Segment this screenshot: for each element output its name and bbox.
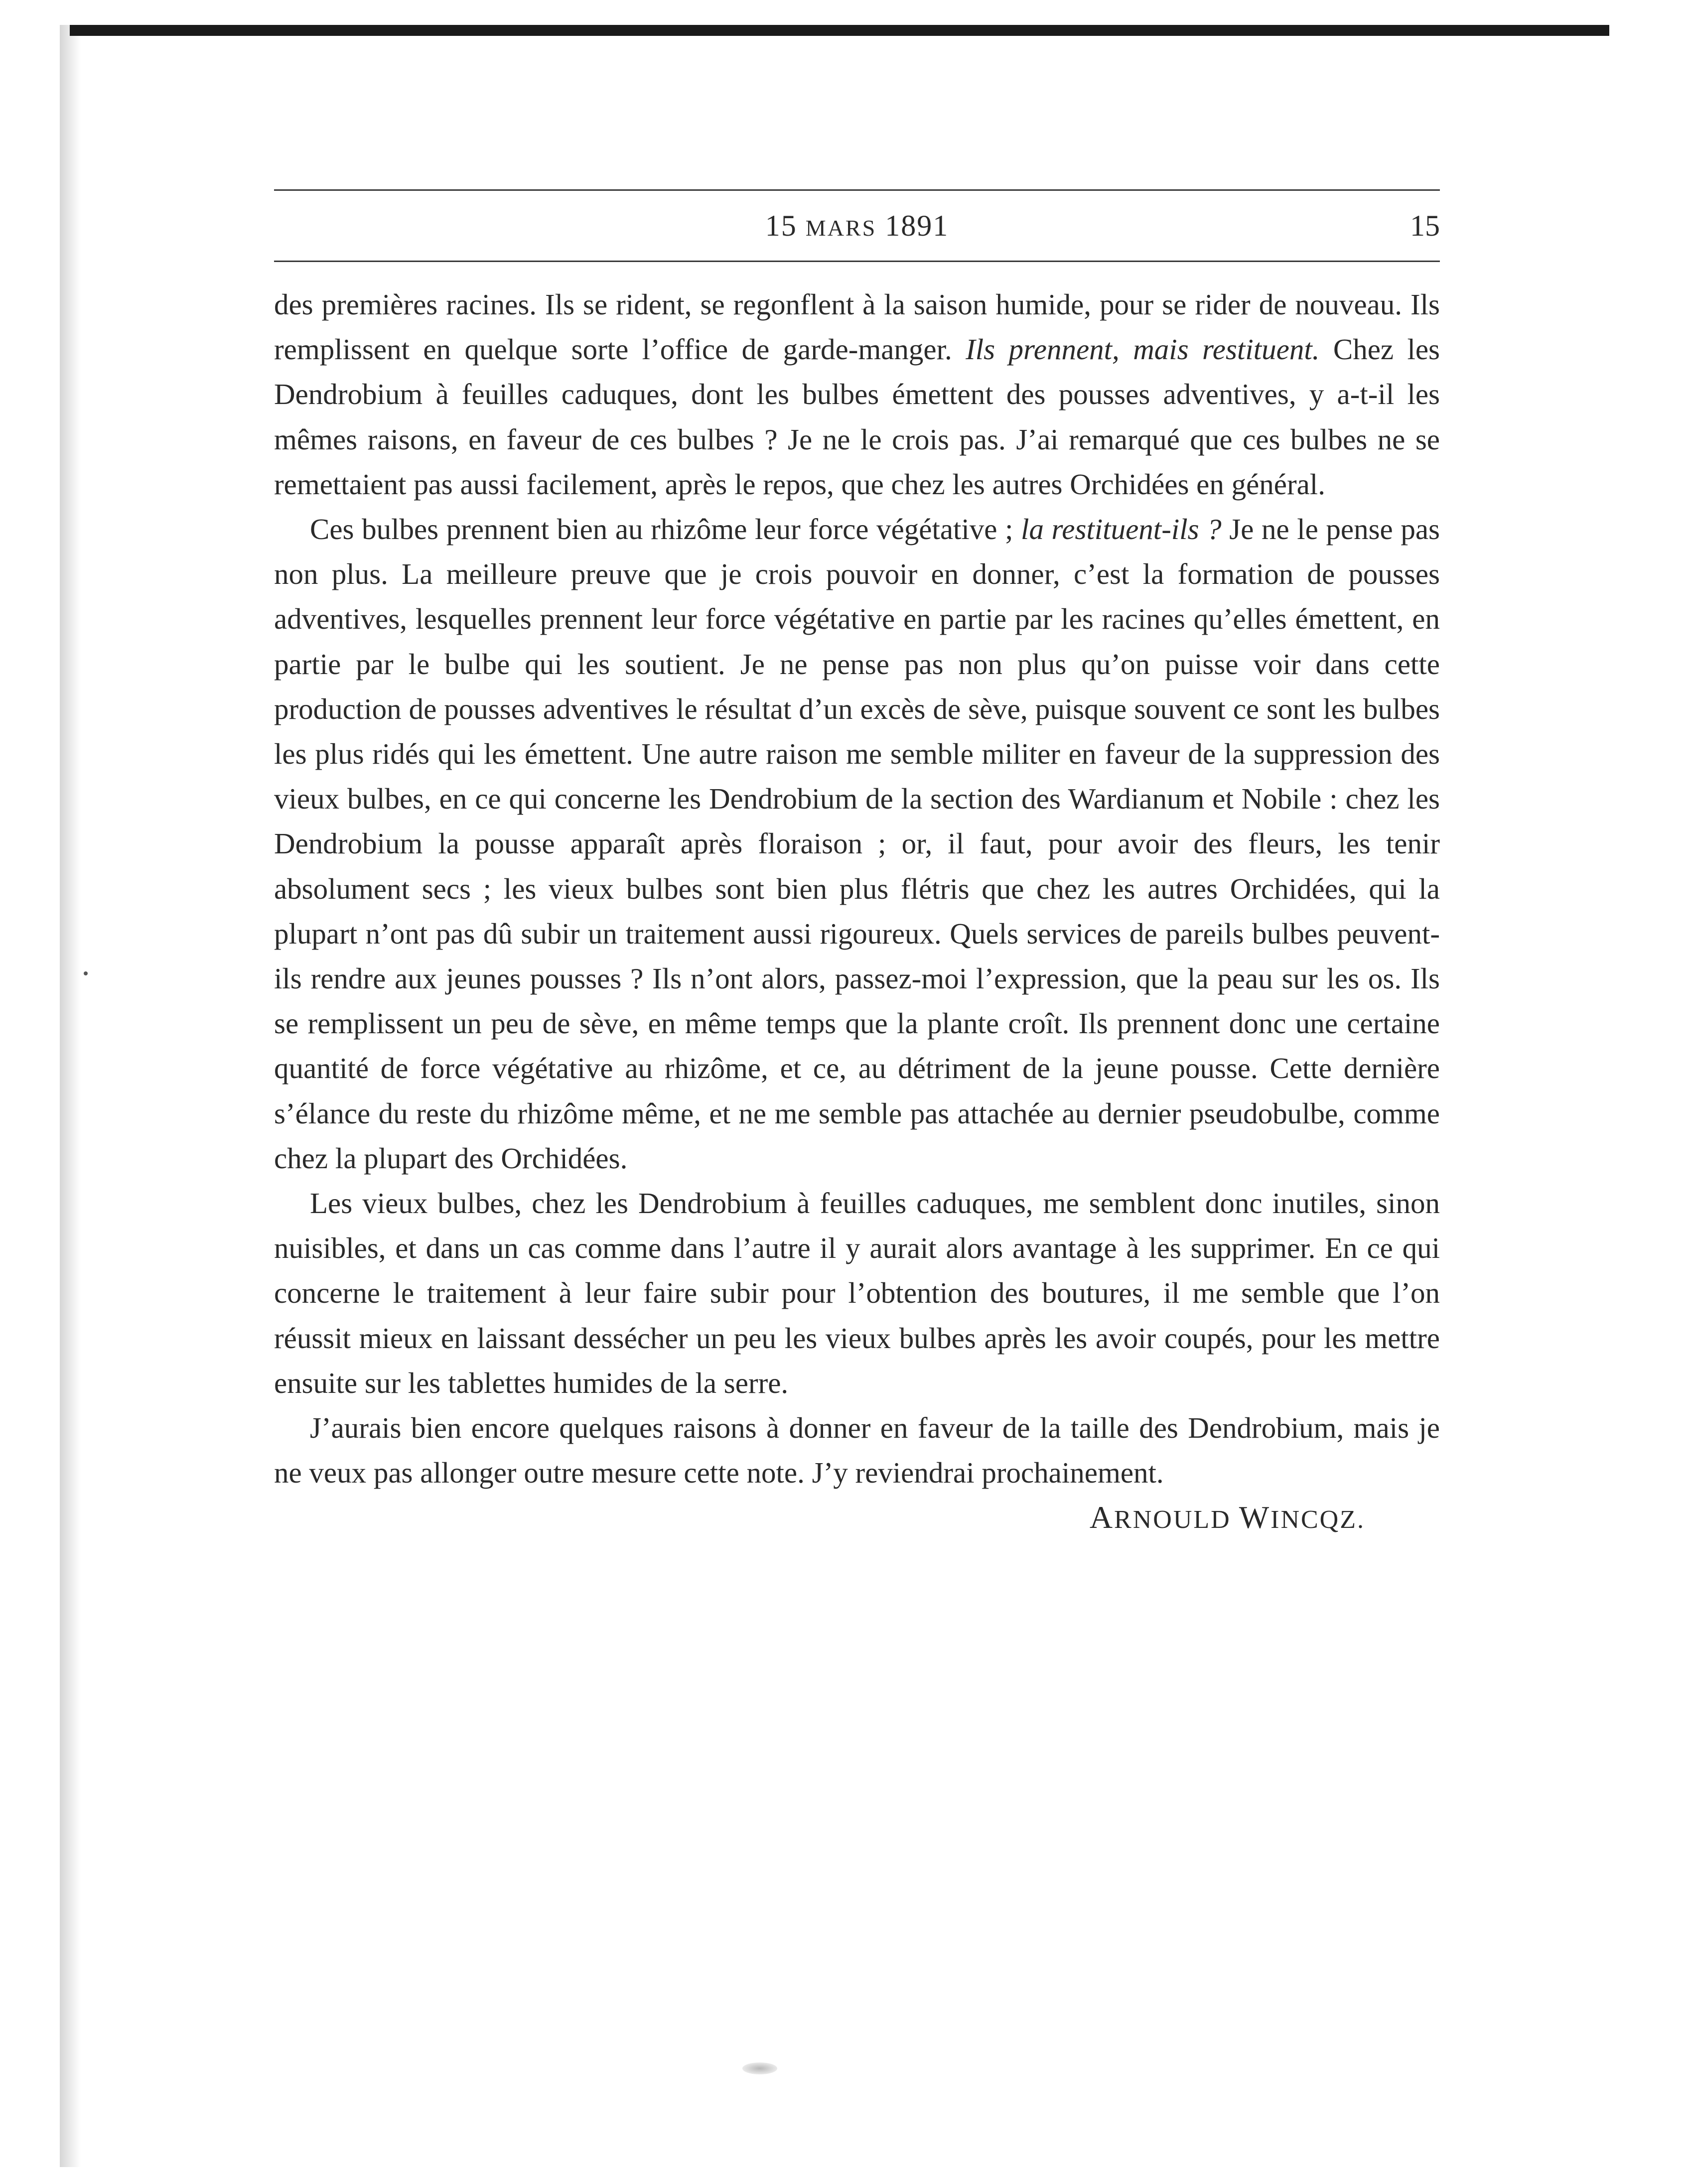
header-date-year: 1891 <box>885 209 949 242</box>
signature-initial-1: A <box>1089 1500 1115 1535</box>
scan-mark <box>84 971 88 975</box>
page-number: 15 <box>1410 209 1440 242</box>
paragraph-text: Les vieux bulbes, chez les Dendrobium à feuilles caduques, me semblent donc inutiles, sinon nuisibles, et dans un cas comme dans l’autre il y aurait alors avantage à les supprimer. En ce qui concerne le traitement à leur faire subir pour l’obtention des boutures, il me semble que l’on réussit mieux en laissant dessécher un peu les vieux bulbes après les avoir coupés, pour les mettre ensuite sur les tablettes humides de la serre. <box>274 1187 1440 1399</box>
signature-last-name: INCQZ. <box>1270 1505 1365 1534</box>
paragraph-text: Je ne le pense pas non plus. La meilleure preuve que je crois pouvoir en donner, c’est la formation de pousses adventives, lesquelles prennent leur force végétative en partie par les racines qu’elles émettent, en partie par le bulbe qui les soutient. Je ne pense pas non plus qu’on puisse voir dans cette production de pousses adventives le résultat d’un excès de sève, puisque souvent ce sont les bulbes les plus ridés qui les émettent. Une autre raison me semble militer en faveur de la suppression des vieux bulbes, en ce qui concerne les Dendrobium de la section des Wardianum et Nobile : chez les Dendrobium la pousse apparaît après floraison ; or, il faut, pour avoir des fleurs, les tenir absolument secs ; les vieux bulbes sont bien plus flétris que chez les autres Orchidées, qui la plupart n’ont pas dû subir un traitement aussi rigoureux. Quels services de pareils bulbes peuvent-ils rendre aux jeunes pousses ? Ils n’ont alors, passez-moi l’expression, que la peau sur les os. Ils se remplissent un peu de sève, en même temps que la plante croît. Ils prennent donc une certaine quantité de force végétative au rhizôme, et ce, au détriment de la jeune pousse. Cette dernière s’élance du reste du rhizôme même, et ne me semble pas attachée au dernier pseudobulbe, comme chez la plupart des Orchidées. <box>274 513 1440 1175</box>
scan-binding-shadow <box>60 25 81 2167</box>
header-date-day: 15 <box>765 209 797 242</box>
header-date <box>274 206 1440 248</box>
author-signature <box>274 1495 1440 1542</box>
paragraph-text: Chez les Dendrobium à feuilles caduques, dont les bulbes émettent des pousses adventives, y a-t-il les mêmes raisons, en faveur de ces bulbes ? Je ne le crois pas. J’ai remarqué que ces bulbes ne se remettaient pas aussi facilement, après le repos, que chez les autres Orchidées en général. <box>274 333 1440 501</box>
signature-initial-2: W <box>1239 1500 1271 1535</box>
header-top-rule <box>274 189 1440 191</box>
signature-first-name: RNOULD <box>1114 1505 1231 1534</box>
paragraph <box>274 1405 1440 1495</box>
running-header <box>274 206 1440 246</box>
paragraph <box>274 282 1440 507</box>
article-body <box>274 282 1440 1495</box>
paragraph <box>274 1181 1440 1405</box>
header-date-month: MARS <box>805 215 877 241</box>
paragraph-text: J’aurais bien encore quelques raisons à donner en faveur de la taille des Dendrobium, mais je ne veux pas allonger outre mesure cette note. J’y reviendrai prochainement. <box>274 1411 1440 1490</box>
paragraph <box>274 507 1440 1181</box>
italic-text: Ils prennent, mais restituent. <box>966 333 1320 366</box>
header-bottom-rule <box>274 261 1440 262</box>
scan-smudge <box>742 2062 777 2074</box>
document-page <box>274 189 1440 1542</box>
italic-text: la restituent-ils ? <box>1021 513 1222 546</box>
scan-top-edge <box>70 25 1609 36</box>
paragraph-text: Ces bulbes prennent bien au rhizôme leur force végétative ; <box>310 513 1021 546</box>
paragraph-text: des premières racines. Ils se rident, se regonflent à la saison humide, pour se rider de nouveau. Ils remplissent en quelque sorte l’office de garde-manger. <box>274 288 1440 366</box>
